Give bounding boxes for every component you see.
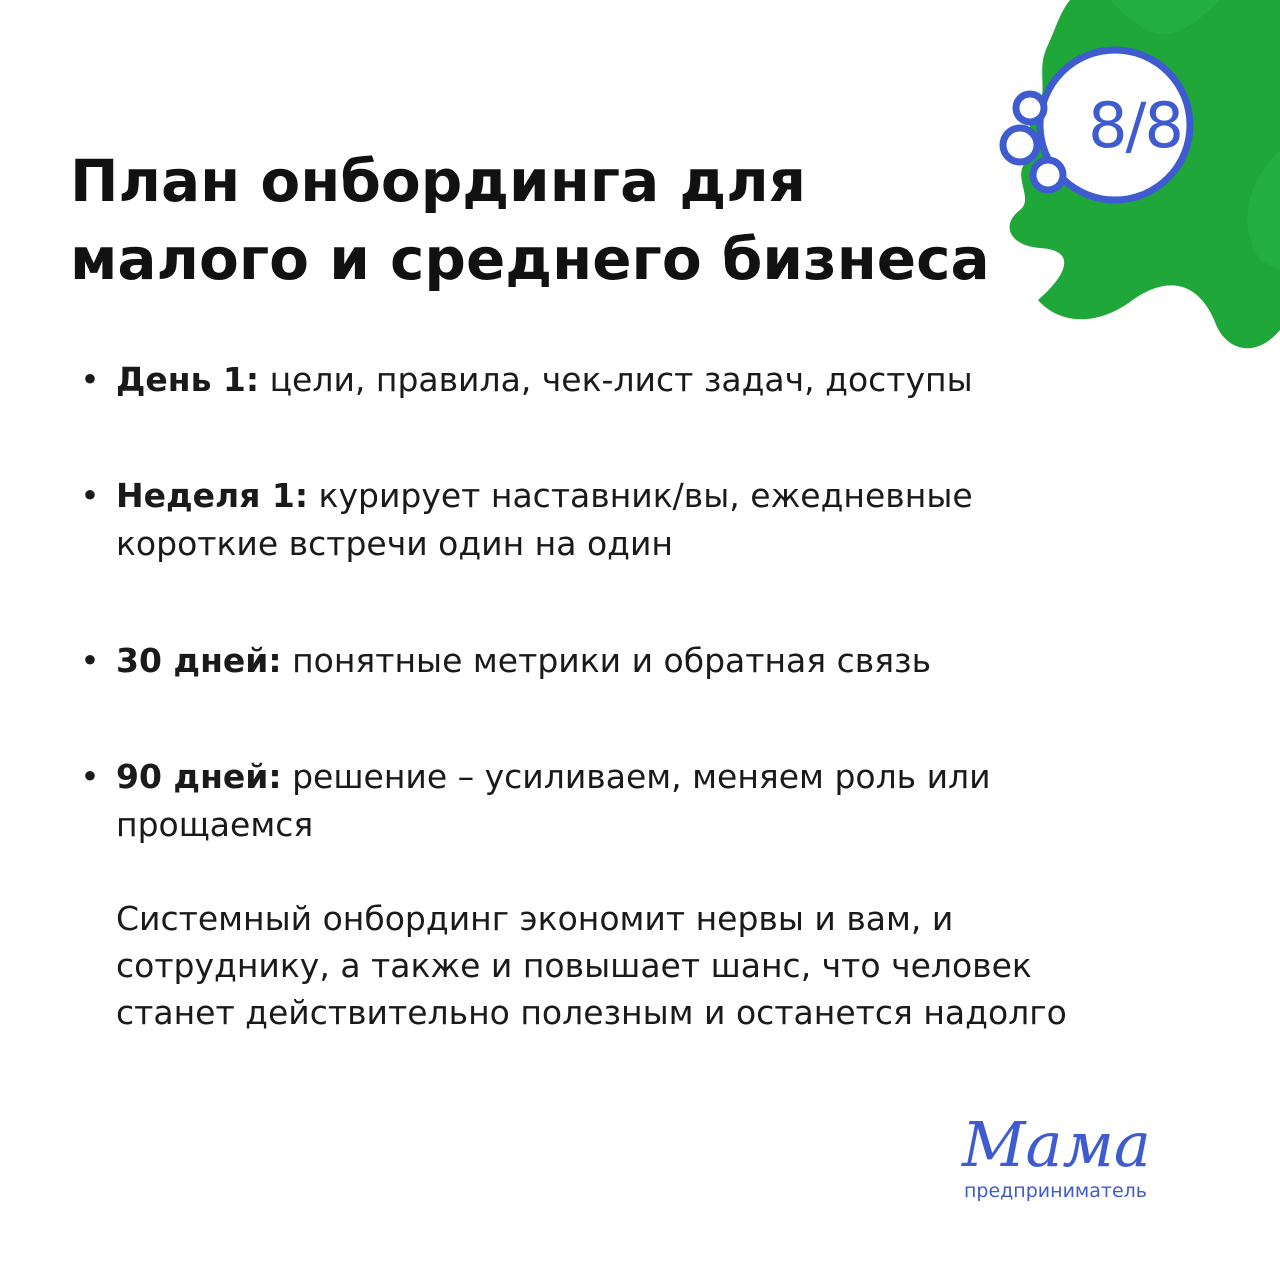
- logo-script-lettering: [960, 1108, 1200, 1178]
- item-text: решение – усиливаем, меняем роль или прощаемся: [116, 757, 991, 844]
- item-label: 30 дней:: [116, 641, 282, 680]
- page-title: [70, 142, 1050, 298]
- item-label: Неделя 1:: [116, 476, 309, 515]
- item-label: День 1:: [116, 360, 260, 399]
- item-text: понятные метрики и обратная связь: [281, 641, 932, 680]
- brand-logo: [960, 1108, 1200, 1208]
- closing-paragraph: Системный онбординг экономит нервы и вам, и сотруднику, а также и повышает шанс, что человек станет действительно полезным и останется надолго: [116, 899, 1067, 1032]
- bullet-icon: •: [80, 360, 100, 399]
- title-line-2: малого и среднего бизнеса: [70, 225, 990, 293]
- list-item: [78, 356, 1148, 404]
- item-text: цели, правила, чек-лист задач, доступы: [259, 360, 973, 399]
- list-item: [78, 472, 1148, 568]
- svg-text:Мама: Мама: [962, 1108, 1151, 1178]
- list-item: [78, 637, 1148, 685]
- logo-subtitle: предприниматель: [964, 1180, 1147, 1202]
- bullet-icon: •: [80, 641, 100, 680]
- bullet-icon: •: [80, 476, 100, 515]
- title-line-1: План онбординга для: [70, 147, 806, 215]
- item-text: курирует наставник/вы, ежедневные короткие встречи один на один: [116, 476, 973, 563]
- bullet-icon: •: [80, 757, 100, 796]
- list-item: [78, 753, 1148, 849]
- item-label: 90 дней:: [116, 757, 282, 796]
- page-counter: 8/8: [1088, 88, 1182, 162]
